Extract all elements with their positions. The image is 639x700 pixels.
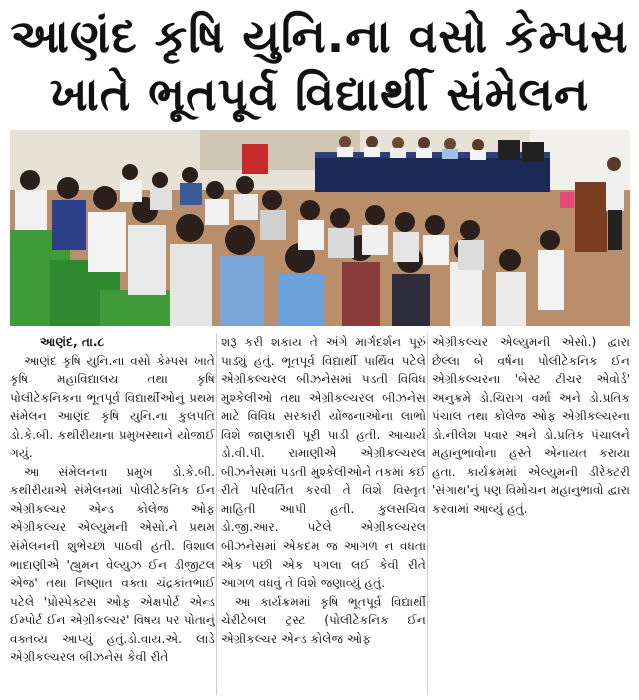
event-photo xyxy=(10,130,630,326)
column-divider xyxy=(216,333,217,695)
dateline: આણંદ, તા.૮ xyxy=(40,335,105,349)
paragraph: એગ્રીકલ્ચર એલ્યુમની એસો.) દ્વારા છેલ્લા બે વર્ષના પોલીટેકનિક ઈન એગ્રીકલ્ચરના 'બેસ્ટ ટીચર એવોર્ડ' અનુક્રમે ડો.ચિરાગ વર્મા અને ડો.પ્રતિક પંચાલ તથા કોલેજ ઓફ એગ્રીકલ્ચરના ડો.નીલેશ પવાર અને ડો.પ્રતિક પંચાલને મહાનુભાવોના હસ્તે એનાયત કરાયા હતા. કાર્યક્રમમાં એલ્યુમની ડીરેક્ટરી 'સંગાથ'નું પણ વિમોચન મહાનુભાવો દ્વારા કરવામાં આવ્યું હતું. xyxy=(432,335,630,516)
article-column-3 xyxy=(432,333,630,695)
article-headline xyxy=(0,0,639,128)
paragraph: આ કાર્યક્રમમાં કૃષિ ભૂતપૂર્વ વિદ્યાર્થી ચેરીટેબલ ટ્રસ્ટ (પોલીટેકનિક ઈન એગ્રીકલ્ચર એન્ડ કોલેજ ઓફ xyxy=(221,594,426,646)
headline-line-2: ખાતે ભૂતપૂર્વ વિદ્યાર્થી સંમેલન xyxy=(49,67,590,121)
column-divider xyxy=(427,333,428,695)
paragraph: શરૂ કરી શકાય તે અંગે માર્ગદર્શન પૂરું પાડ્યું હતું. ભૂતપૂર્વ વિદ્યાર્થી પાર્થિવ પટેલે એગ્રીકલ્ચરલ બીઝનેસમાં પડતી વિવિધ મુશ્કેલીઓ તથા એગ્રીકલ્ચરલ બીઝનેસ માટે વિવિધ સરકારી યોજનાઓના લાભો વિશે જાણકારી પૂરી પાડી હતી. આચાર્ય ડો.વી.પી. રામાણીએ એગ્રીકલ્ચરલ બીઝનેસમાં પડતી મુશ્કેલીઓને તકમાં કઈ રીતે પરિવર્તિત કરવી તે વિશે વિસ્તૃત માહિતી આપી હતી. કુલસચિવ ડો.જી.આર. પટેલે એગ્રીકલ્ચરલ બીઝનેસમાં એકદમ જ આગળ ન વધતા એક પછી એક પગલા લઈ કેવી રીતે આગળ વધવું તે વિશે જણાવ્યું હતું. xyxy=(221,335,426,591)
paragraph: આણંદ કૃષિ યુનિ.ના વસો કેમ્પસ ખાતે કૃષિ મહાવિદ્યાલય તથા કૃષિ પોલીટેકનિકના ભૂતપૂર્વ વિદ્યાર્થીઓનું પ્રથમ સંમેલન આણંદ કૃષિ યુનિ.ના કુલપતિ ડો.કે.બી. કથીરીયાના પ્રમુખસ્થાને યોજાઈ ગયું. xyxy=(10,353,215,461)
headline-line-1: આણંદ કૃષિ યુનિ.ના વસો કેમ્પસ xyxy=(10,9,629,63)
article-column-1 xyxy=(10,333,215,695)
paragraph: આ સંમેલનના પ્રમુખ ડો.કે.બી. કથીરીયાએ સંમેલનમાં પોલીટેકનિક ઈન એગ્રીકલ્ચર એન્ડ કોલેજ ઓફ એગ્રીકલ્ચર એલ્યુમની એસો.ને પ્રથમ સંમેલનની શુભેચ્છા પાઠવી હતી. વિશાલ ભાદાણીએ 'હ્યુમન વેલ્યુઝ ઈન ડીજીટલ એજ' તથા નિષ્ણાત વક્તા ચંદ્રકાંતભાઈ પટેલે 'પ્રોસ્પેક્ટસ ઓફ એક્ષપોર્ટ એન્ડ ઈમ્પોર્ટ ઈન એગ્રીકલ્ચર' વિષય પર પોતાનું વક્તવ્ય આપ્યું હતું.ડો.વાય.એ. લાડે એગ્રીકલ્ચરલ બીઝનેસ કેવી રીતે xyxy=(10,464,215,665)
article-column-2 xyxy=(221,333,426,695)
